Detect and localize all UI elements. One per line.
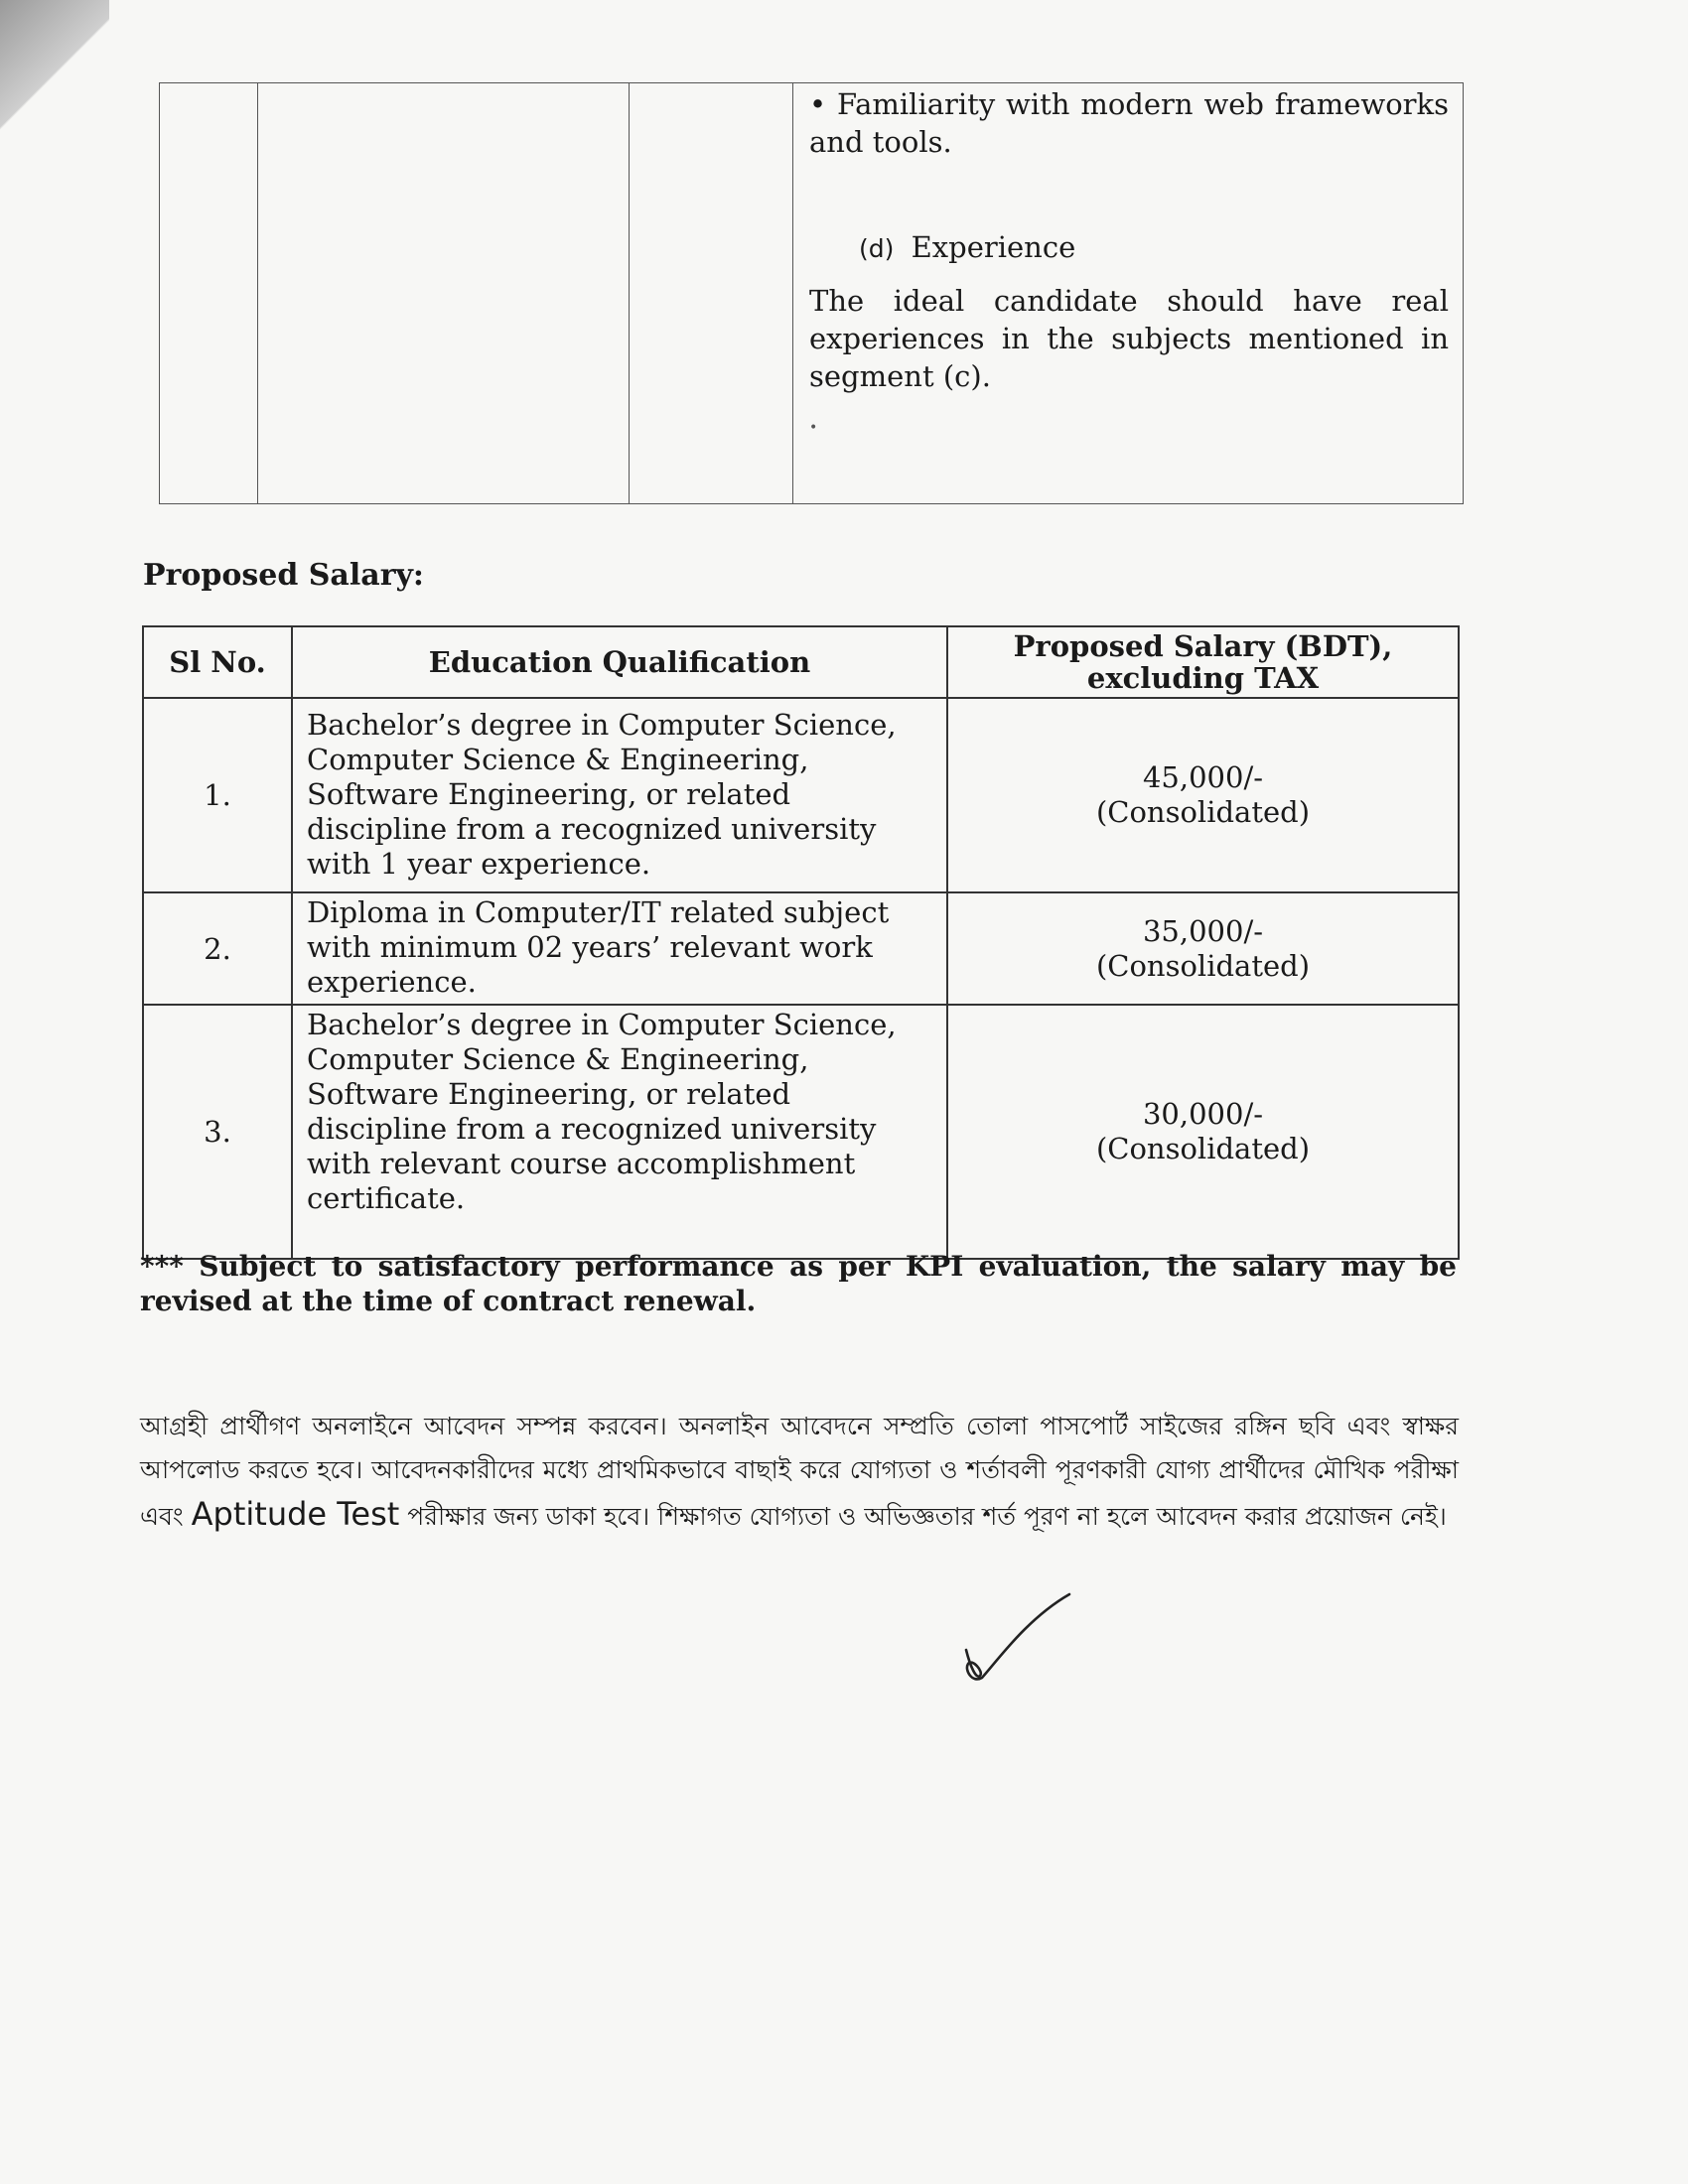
signature-mark [958, 1588, 1077, 1688]
sl-cell: 3. [143, 1005, 292, 1259]
salary-cell [947, 698, 1459, 892]
table-row [143, 698, 1459, 892]
instructions-part-2: পরীক্ষার জন্য ডাকা হবে। শিক্ষাগত যোগ্যতা ও অভিজ্ঞতার শর্ত পূরণ না হলে আবেদন করার প্রয়োজন নেই। [399, 1502, 1447, 1531]
column-header-sl: Sl No. [143, 626, 292, 698]
empty-cell [258, 83, 630, 504]
experience-text: The ideal candidate should have real experiences in the subjects mentioned in segment (c). [809, 284, 1449, 393]
requirements-cell [793, 83, 1464, 504]
instructions-part-1: আগ্রহী প্রার্থীগণ অনলাইনে আবেদন সম্পন্ন করবেন। অনলাইন আবেদনে সম্প্রতি তোলা পাসপোর্ট সাইজের রঙ্গিন ছবি এবং স্বাক্ষর আপলোড করতে হবে। আবেদনকারীদের মধ্যে প্রাথমিকভাবে বাছাই করে যোগ্যতা ও শর্তাবলী পূরণকারী যোগ্য প্রার্থীদের মৌখিক পরীক্ষা এবং [140, 1412, 1459, 1531]
qualification-cell: Bachelor’s degree in Computer Science, Computer Science & Engineering, Software Engineering, or related discipline from a recognized university with 1 year experience. [292, 698, 947, 892]
application-instructions [140, 1405, 1459, 1539]
experience-title: Experience [911, 230, 1076, 264]
table-row [160, 83, 1464, 504]
column-header-education: Education Qualification [292, 626, 947, 698]
trailing-mark: • [809, 420, 818, 436]
table-row [143, 1005, 1459, 1259]
salary-table [142, 625, 1460, 1260]
salary-heading: Proposed Salary: [143, 558, 425, 593]
salary-note: (Consolidated) [1095, 948, 1311, 983]
qualification-cell: Bachelor’s degree in Computer Science, Computer Science & Engineering, Software Engineering, or related discipline from a recognized university with relevant course accomplishment certificate. [292, 1005, 947, 1259]
sl-cell: 1. [143, 698, 292, 892]
salary-cell [947, 1005, 1459, 1259]
continuation-table [159, 82, 1464, 504]
empty-cell [160, 83, 258, 504]
salary-cell [947, 892, 1459, 1005]
salary-amount: 30,000/- [1142, 1097, 1264, 1131]
salary-amount: 35,000/- [1142, 913, 1264, 948]
empty-cell [630, 83, 793, 504]
table-row [143, 892, 1459, 1005]
qualification-cell: Diploma in Computer/IT related subject with minimum 02 years’ relevant work experience. [292, 892, 947, 1005]
column-header-salary: Proposed Salary (BDT), excluding TAX [947, 626, 1459, 698]
salary-note: (Consolidated) [1095, 1132, 1311, 1165]
aptitude-test-term: Aptitude Test [191, 1495, 400, 1533]
familiarity-bullet: • Familiarity with modern web frameworks and tools. [809, 87, 1449, 159]
salary-revision-note: *** Subject to satisfactory performance as per KPI evaluation, the salary may be revised at the time of contract renewal. [140, 1250, 1457, 1317]
experience-heading [859, 228, 1449, 268]
salary-note: (Consolidated) [1095, 795, 1311, 829]
sl-cell: 2. [143, 892, 292, 1005]
salary-amount: 45,000/- [1142, 760, 1264, 794]
table-header-row [143, 626, 1459, 698]
experience-label: (d) [859, 234, 895, 263]
page-corner-fold [0, 0, 109, 208]
